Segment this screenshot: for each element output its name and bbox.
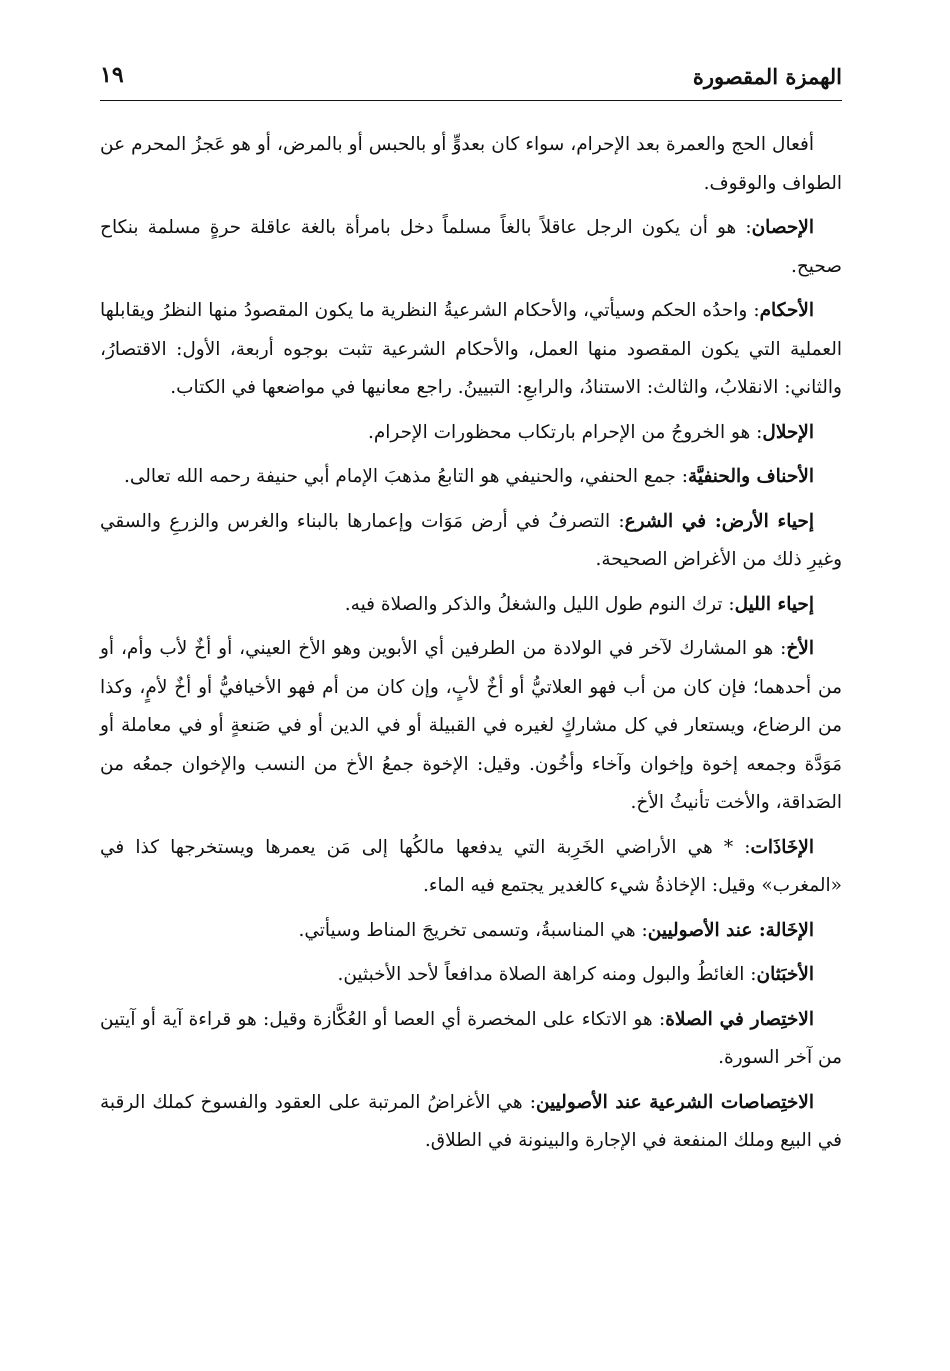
entry-term: الاختِصار في الصلاة [665, 1008, 814, 1030]
entry-term: الأخ [786, 638, 814, 659]
entry-term: الأحكام [759, 300, 814, 321]
entry-text: : هو الخروجُ من الإحرام بارتكاب محظورات الإحرام. [367, 421, 763, 443]
entry-ikhtisasat [100, 1084, 842, 1161]
entry-list [100, 126, 842, 1161]
entry-ahkam [100, 292, 842, 408]
entry-term: إحياء الأرض: في الشرع [624, 510, 814, 532]
entry-ihya-al-layl [100, 586, 842, 625]
entry-text: أفعال الحج والعمرة بعد الإحرام، سواء كان بعدوٍّ أو بالحبس أو بالمرض، أو هو عَجزُ المحرم عن الطواف والوقوف. [100, 134, 842, 194]
entry-ihsan [100, 209, 842, 286]
entry-ihlal [100, 414, 842, 453]
entry-term: إحياء الليل [734, 593, 814, 615]
entry-term: الأحناف والحنفيَّة [687, 466, 814, 487]
entry-akh [100, 630, 842, 823]
dictionary-page [100, 58, 842, 1318]
entry-text: : هو الاتكاء على المخصرة أي العصا أو العُكَّازة وقيل: هو قراءة آية أو آيتين من آخر السورة. [100, 1008, 842, 1068]
entry-ikhala [100, 912, 842, 951]
entry-ikhadhat [100, 829, 842, 906]
entry-text: : التصرفُ في أرض مَوَات وإعمارها بالبناء والغرس والزرعِ والسقي وغيرِ ذلك من الأغراض الصحيحة. [100, 510, 842, 570]
entry-ikhtisar [100, 1001, 842, 1078]
entry-text: : هو المشارك لآخر في الولادة من الطرفين أي الأبوين وهو الأخ العيني، أو أخٌ لأب وأم، أو من أحدهما؛ فإن كان من أب فهو العلاتيُّ أو أخٌ لأبٍ، وإن كان من أم فهو الأخيافيُّ أو أخٌ لأمٍ، وكذا من الرضاع، ويستعار في كل مشاركٍ لغيره في القبيلة أو في الدين أو في صَنعةٍ أو في معاملة أو مَوَدَّة وجمعه إخوة وإخوان وآخاء وأخُون. وقيل: الإخوة جمعُ الأخ من النسب والإخوان جمعُه من الصَداقة، والأخت تأنيثُ الأخ. [100, 638, 842, 813]
header-divider [100, 100, 842, 101]
entry-term: الإخَالة: عند الأصوليين [647, 919, 814, 941]
page-header [100, 58, 842, 102]
entry-term: الإحلال [762, 421, 814, 443]
entry-term: الإخَاذَات [750, 836, 814, 858]
entry-text: : هي الأغراضُ المرتبة على العقود والفسوخ كملك الرقبة في البيع وملك المنفعة في الإجارة والبينونة في الطلاق. [100, 1091, 842, 1151]
entry-text: : هو أن يكون الرجل عاقلاً بالغاً مسلماً دخل بامرأة بالغة عاقلة حرةٍ مسلمة بنكاح صحيح. [100, 217, 842, 277]
entry-akhbathan [100, 956, 842, 995]
entry-text: : الغائطُ والبول ومنه كراهة الصلاة مدافعاً لأحد الأخبثين. [337, 964, 757, 985]
entry-text: : هي المناسبةُ، وتسمى تخريجَ المناط وسيأتي. [298, 919, 648, 941]
entry-text: : واحدُه الحكم وسيأتي، والأحكام الشرعيةُ النظرية ما يكون المقصودُ منها النظرُ ويقابلها العملية التي يكون المقصود منها العمل، والأحكام الشرعية تثبت بوجوه أربعة، الأول: الاقتصارُ، والثاني: الانقلابُ، والثالث: الاستنادُ، والرابعِ: التبيينُ. راجع معانيها في مواضعها في الكتاب. [100, 300, 842, 398]
entry-ahnaf [100, 458, 842, 497]
entry-text: : * هي الأراضي الخَرِبة التي يدفعها مالكُها إلى مَن يعمرها ويستخرجها كذا في «المغرب» وقيل: الإخاذةُ شيء كالغدير يجتمع فيه الماء. [100, 836, 842, 896]
entry-term: الإحصان [751, 217, 814, 238]
entry-term: الاختِصاصات الشرعية عند الأصوليين [535, 1091, 814, 1113]
entry-ihya-al-ard [100, 503, 842, 580]
entry-continuation [100, 126, 842, 203]
entry-term: الأخبَثان [756, 964, 814, 985]
running-title: الهمزة المقصورة [692, 64, 842, 89]
page-number: ١٩ [100, 62, 124, 88]
entry-text: : ترك النوم طول الليل والشغلُ والذكر والصلاة فيه. [344, 593, 735, 615]
entry-text: : جمع الحنفي، والحنيفي هو التابعُ مذهبَ الإمام أبي حنيفة رحمه الله تعالى. [123, 466, 688, 487]
